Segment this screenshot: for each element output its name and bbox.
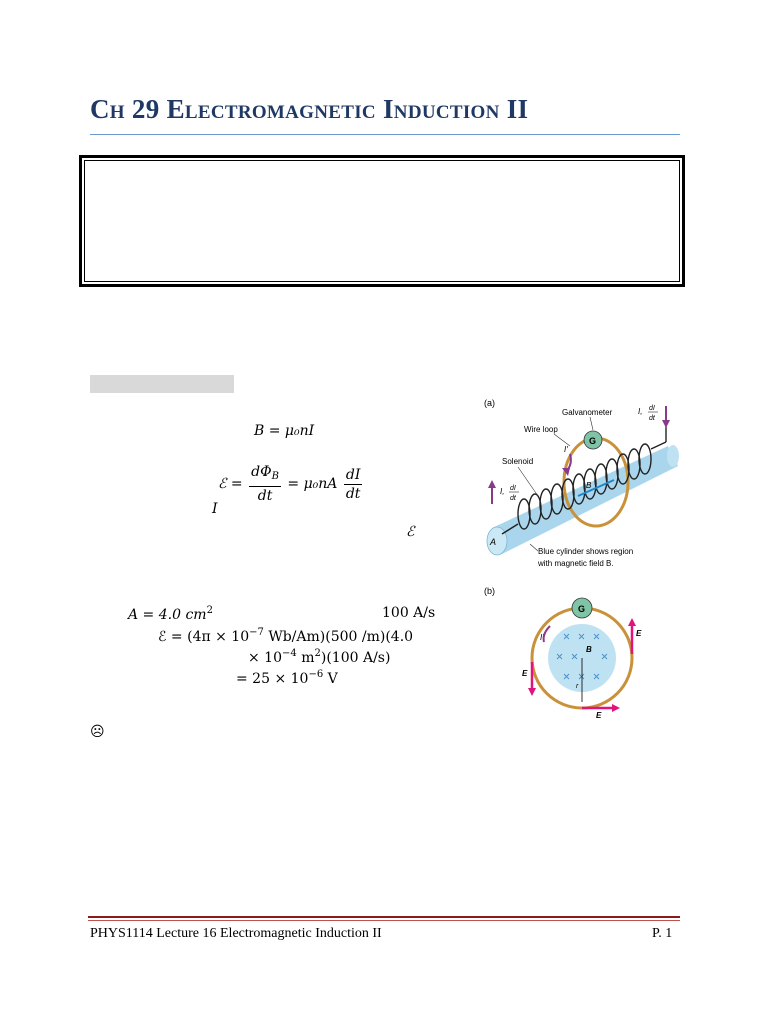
svg-text:dt: dt xyxy=(649,415,655,422)
current-symbol: I xyxy=(212,501,218,517)
e-label-bottom: E xyxy=(596,711,602,720)
e-label-right: E xyxy=(636,629,642,638)
figure-b-label: (b) xyxy=(484,586,495,596)
calc-line-1: ℰ = ($4\pi \times 10^{-7}$ Wb/Am)(500 /m)(4.0 xyxy=(158,627,414,645)
e-label-left: E xyxy=(522,669,528,678)
caption-line-2: with magnetic field B. xyxy=(538,559,614,568)
sad-face-icon: ☹ xyxy=(90,724,105,740)
induced-current-arrow-icon xyxy=(544,626,550,642)
b-label: B xyxy=(586,481,592,490)
b-label-top: B xyxy=(586,645,592,654)
footer-course: PHYS1114 Lecture 16 Electromagnetic Induction II xyxy=(90,926,382,941)
radius-label: r xyxy=(576,683,579,690)
emf-num2: dI xyxy=(345,466,361,483)
figure-a-solenoid xyxy=(478,394,684,576)
footer-rule-bottom xyxy=(88,920,680,921)
i-prime-label-top: I′ xyxy=(540,633,544,642)
figure-a-label: (a) xyxy=(484,398,495,408)
emf-num1-sub: B xyxy=(271,471,279,482)
title-rule xyxy=(90,134,680,135)
calc-line-2: × $10^{-4}$ $m^2)(100$ A/s) xyxy=(248,648,391,666)
area-value: A = 4.0 $cm^2$ xyxy=(128,605,213,623)
emf-mid: = μ₀nA xyxy=(287,476,338,492)
b-field-equation: B = μ₀nI xyxy=(254,423,315,439)
galvanometer-g-top: G xyxy=(578,604,586,614)
emf-equation xyxy=(218,463,364,505)
svg-text:dI: dI xyxy=(649,405,655,412)
page-title: Ch 29 Electromagnetic Induction II xyxy=(90,94,529,124)
galvanometer-label: Galvanometer xyxy=(562,408,613,417)
summary-box-inner xyxy=(84,160,680,282)
wire-loop-label: Wire loop xyxy=(524,425,558,434)
solenoid-label: Solenoid xyxy=(502,457,534,466)
emf-fraction-flux xyxy=(249,463,281,505)
section-heading-placeholder xyxy=(90,375,234,393)
rate-value: 100 A/s xyxy=(382,605,436,621)
emf-symbol: ℰ xyxy=(406,524,415,540)
emf-lhs: ℰ = xyxy=(218,476,243,492)
i-prime-label: I′ xyxy=(564,445,568,454)
current-label-left: I, xyxy=(500,487,505,496)
area-label: A xyxy=(490,537,497,547)
emf-den1: dt xyxy=(257,488,273,504)
current-label-right: I, xyxy=(638,407,643,416)
galvanometer-g: G xyxy=(589,436,597,446)
svg-text:dt: dt xyxy=(510,495,516,502)
emf-den2: dt xyxy=(345,485,361,502)
svg-text:dI: dI xyxy=(510,485,516,492)
emf-fraction-current xyxy=(344,466,363,503)
emf-num1: dΦ xyxy=(251,464,272,480)
footer-page-number: P. 1 xyxy=(652,926,673,941)
caption-line-1: Blue cylinder shows region xyxy=(538,547,634,556)
footer-rule-top xyxy=(88,916,680,918)
calc-line-3: = $25 \times 10^{-6}$ V xyxy=(236,669,338,687)
figure-b-loop-top-view xyxy=(478,584,684,720)
